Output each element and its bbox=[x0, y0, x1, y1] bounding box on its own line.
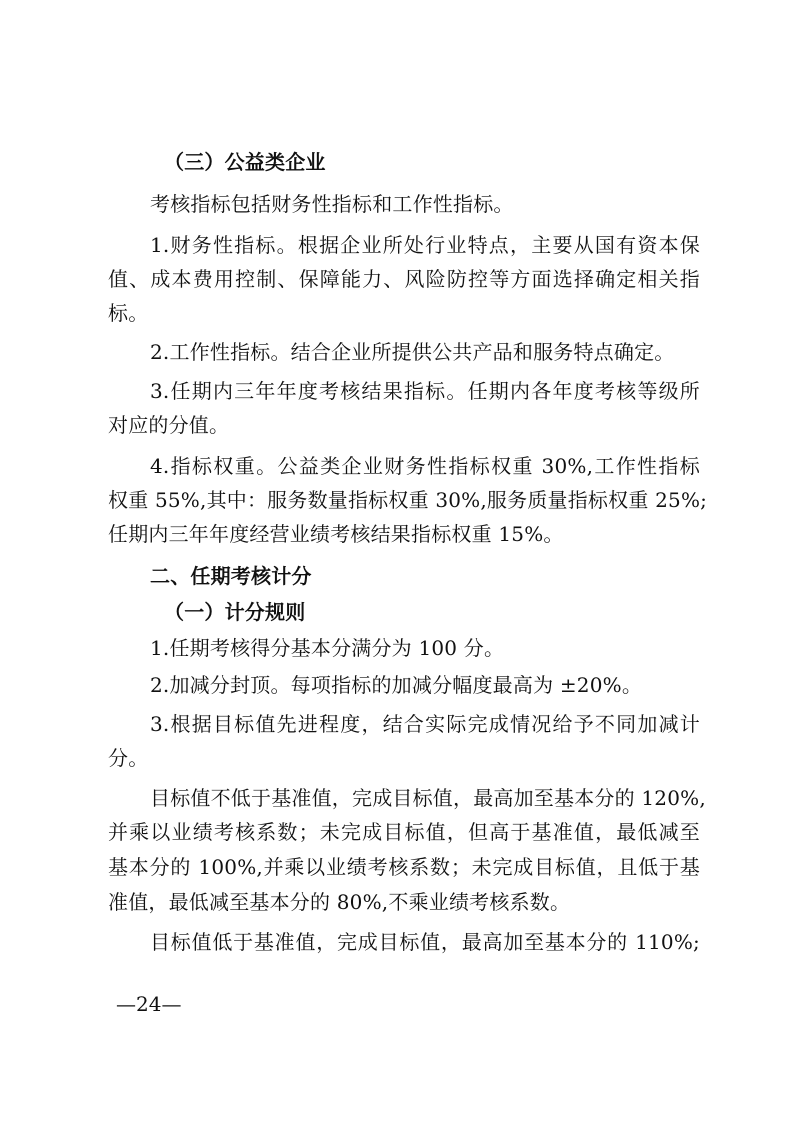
item4-line3: 任期内三年年度经营业绩考核结果指标权重 15%。 bbox=[108, 522, 564, 546]
para1-line2: 并乘以业绩考核系数；未完成目标值，但高于基准值，最低减至 bbox=[108, 820, 700, 844]
item3-line1: 3.任期内三年年度考核结果指标。任期内各年度考核等级所 bbox=[150, 379, 700, 403]
section-heading-term-scoring: 二、任期考核计分 bbox=[150, 564, 312, 588]
intro-paragraph: 考核指标包括财务性指标和工作性指标。 bbox=[150, 192, 514, 216]
para2-line1: 目标值低于基准值，完成目标值，最高加至基本分的 110%; bbox=[150, 930, 700, 954]
rule2-paragraph: 2.加减分封顶。每项指标的加减分幅度最高为 ±20%。 bbox=[150, 673, 643, 697]
rule3-line2: 分。 bbox=[108, 746, 149, 770]
item1-line2: 值、成本费用控制、保障能力、风险防控等方面选择确定相关指 bbox=[108, 267, 700, 291]
para1-line3: 基本分的 100%,并乘以业绩考核系数；未完成目标值，且低于基 bbox=[108, 855, 700, 879]
item3-line2: 对应的分值。 bbox=[108, 413, 230, 437]
item4-line1: 4.指标权重。公益类企业财务性指标权重 30%,工作性指标 bbox=[150, 454, 700, 478]
rule1-paragraph: 1.任期考核得分基本分满分为 100 分。 bbox=[150, 636, 505, 660]
para1-line1: 目标值不低于基准值，完成目标值，最高加至基本分的 120%, bbox=[150, 786, 706, 810]
subsection-heading-scoring-rules: （一）计分规则 bbox=[164, 600, 306, 624]
section-heading-public-welfare: （三）公益类企业 bbox=[164, 150, 326, 174]
para1-line4: 准值，最低减至基本分的 80%,不乘业绩考核系数。 bbox=[108, 890, 571, 914]
rule3-line1: 3.根据目标值先进程度，结合实际完成情况给予不同加减计 bbox=[150, 712, 700, 736]
item1-line3: 标。 bbox=[108, 301, 149, 325]
item4-line2: 权重 55%,其中：服务数量指标权重 30%,服务质量指标权重 25%; bbox=[108, 488, 708, 512]
item1-line1: 1.财务性指标。根据企业所处行业特点，主要从国有资本保 bbox=[150, 233, 700, 257]
page-number: —24— bbox=[116, 992, 182, 1016]
item2-paragraph: 2.工作性指标。结合企业所提供公共产品和服务特点确定。 bbox=[150, 340, 675, 364]
